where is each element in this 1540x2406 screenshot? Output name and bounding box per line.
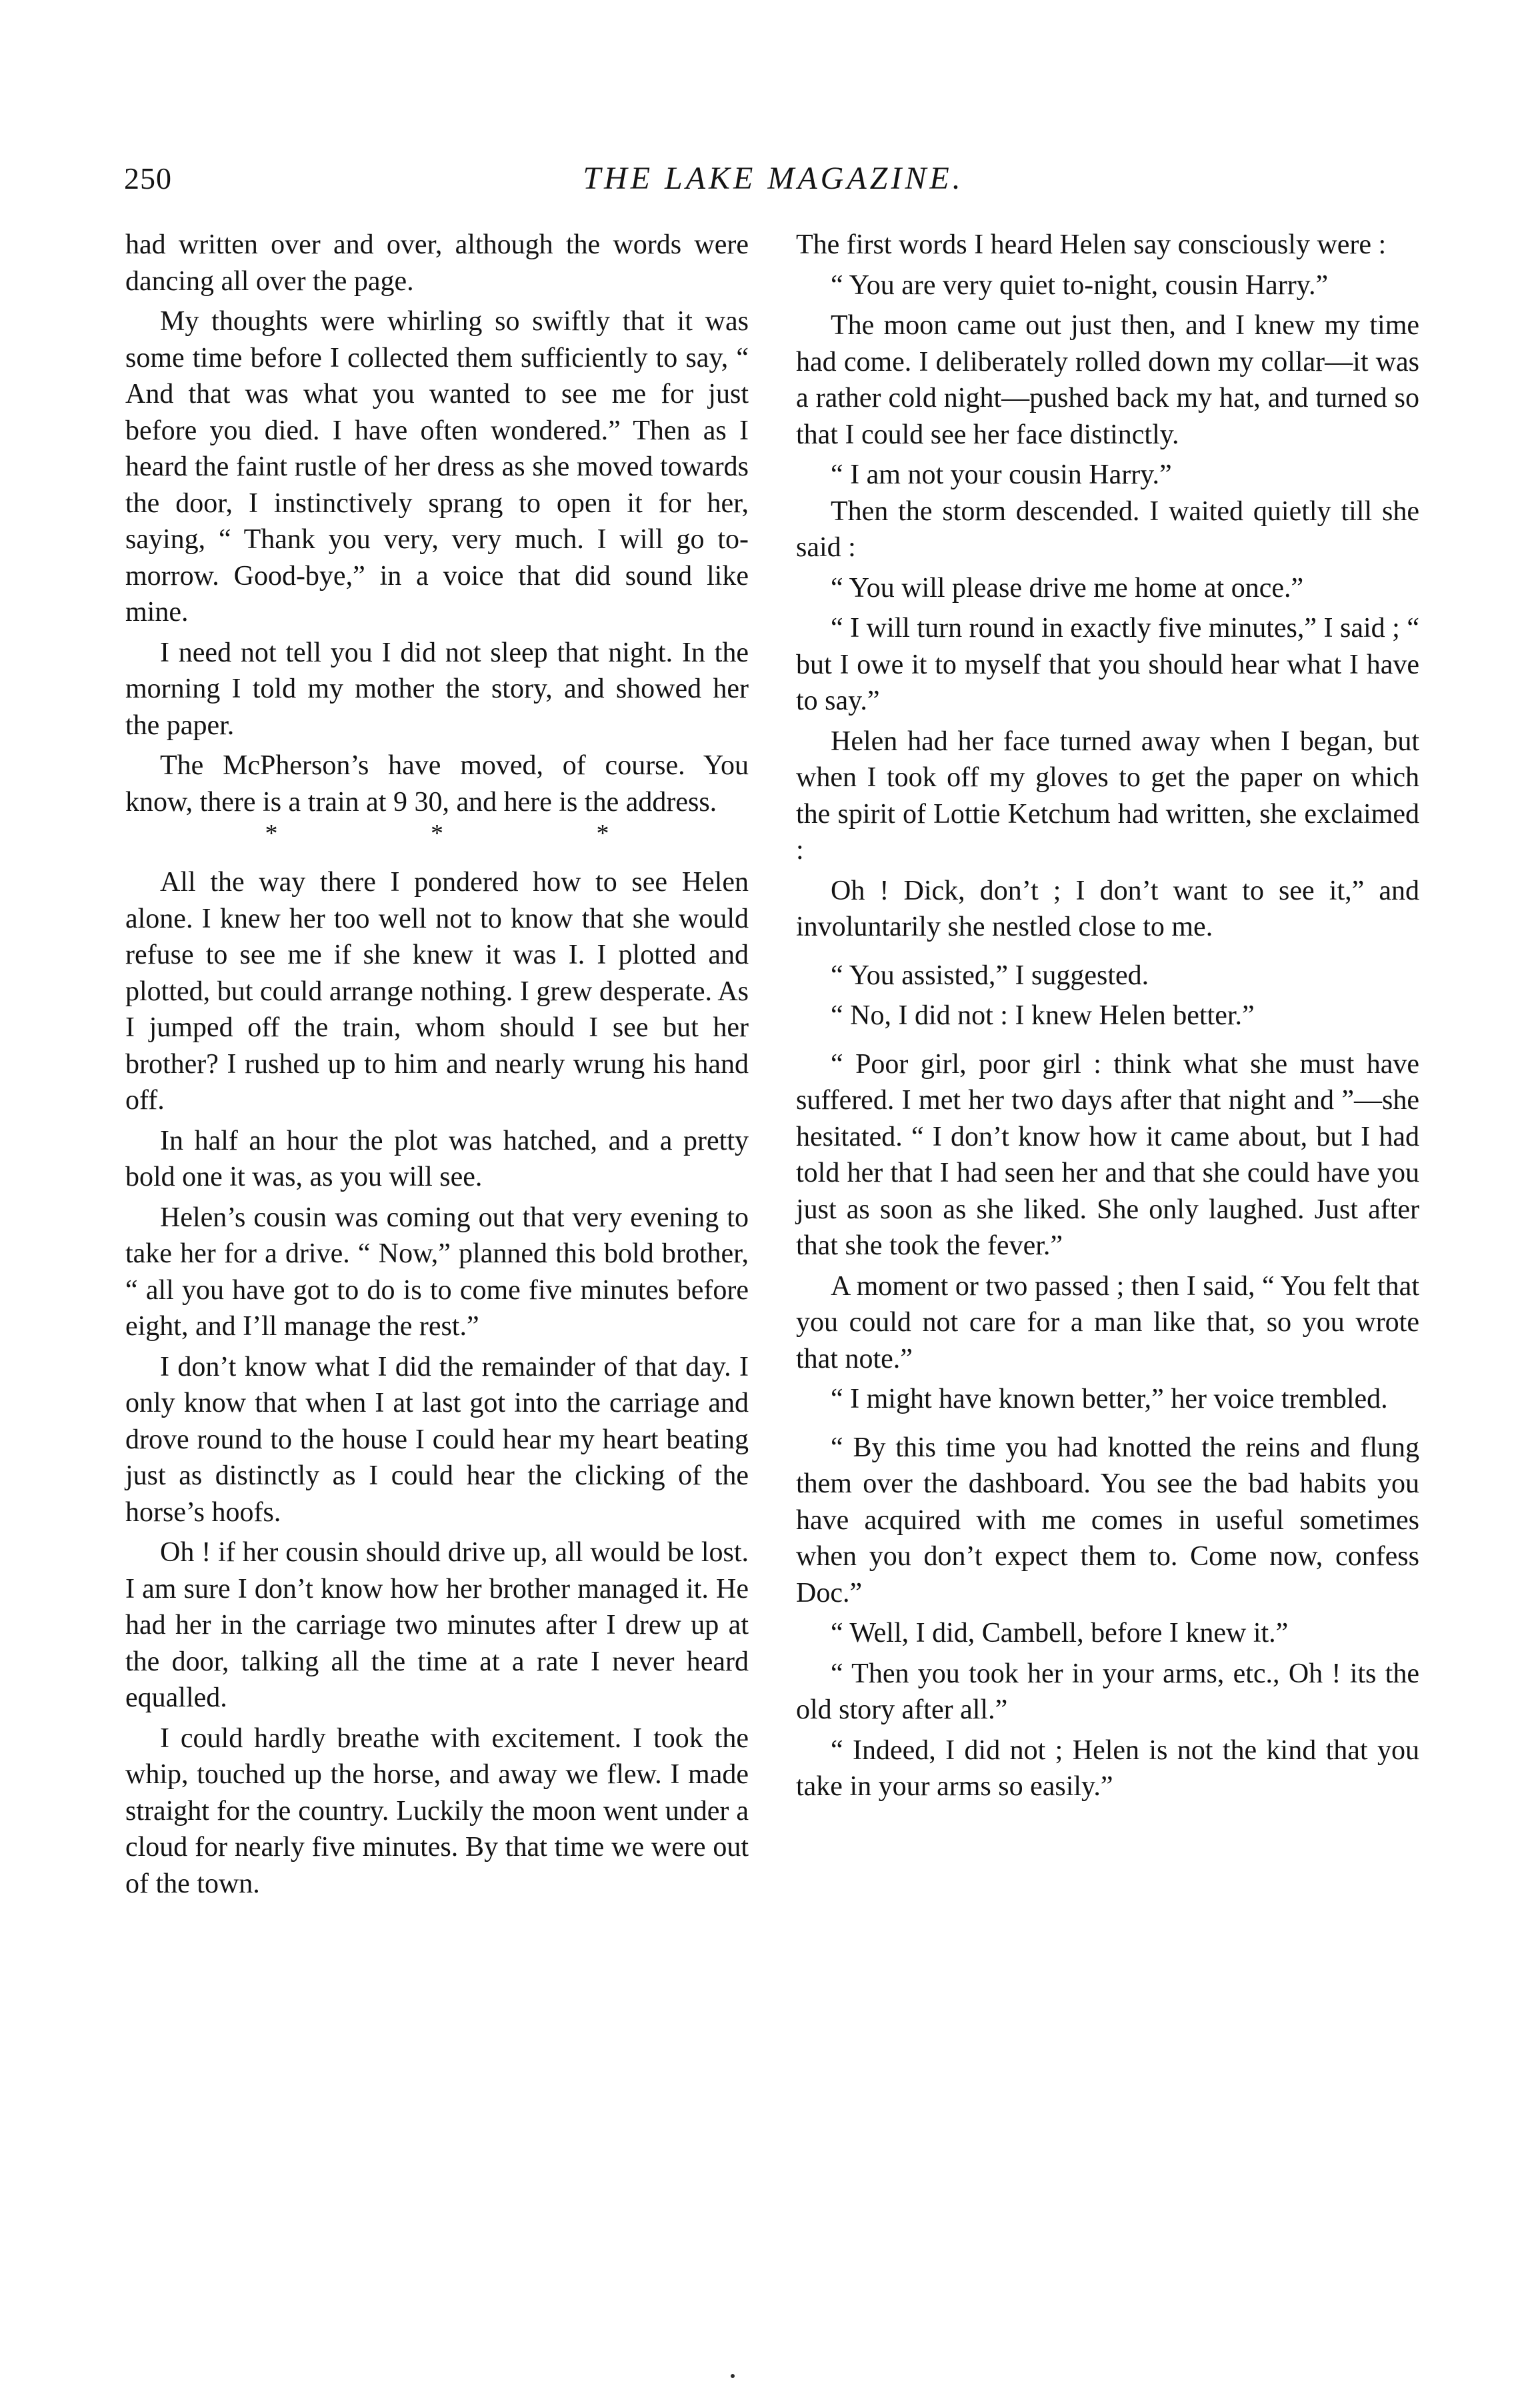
paragraph: Oh ! if her cousin should drive up, all would be lost. I am sure I don’t know how her brother managed it. He had her in the carriage two minutes after I drew up at the door, talking all the time at a rate I never heard equalled.: [125, 1537, 749, 1713]
magazine-title: THE LAKE MAGAZINE.: [583, 161, 964, 196]
paragraph: “ I might have known better,” her voice trembled.: [831, 1384, 1388, 1414]
right-column: [796, 227, 1419, 1805]
paragraph: Then the storm descended. I waited quietly till she said :: [796, 495, 1419, 563]
paragraph: The McPherson’s have moved, of course. You know, there is a train at 9 30, and here is the address.: [125, 750, 749, 818]
paragraph: “ You will please drive me home at once.”: [831, 572, 1304, 604]
paragraph: “ You are very quiet to-night, cousin Harry.”: [831, 269, 1329, 301]
paragraph: had written over and over, although the words were dancing all over the page.: [125, 229, 749, 297]
paragraph: All the way there I pondered how to see Helen alone. I knew her too well not to know that she would refuse to see me if she knew it was I. I plotted and plotted, but could arrange nothing. I grew desperate. As I jumped off the train, whom should I see but her brother? I rushed up to him and nearly wrung his hand off.: [125, 867, 749, 1116]
print-speck: [731, 2374, 735, 2378]
paragraph: “ Poor girl, poor girl : think what she must have suffered. I met her two days after that night and ”—she hesitated. “ I don’t know how it came about, but I had told her that I had seen her and that she could have you just as soon as she liked. She only laughed. Just after that she took the fever.”: [796, 1048, 1419, 1261]
paragraph: “ Then you took her in your arms, etc., Oh ! its the old story after all.”: [796, 1658, 1419, 1725]
paragraph: I need not tell you I did not sleep that night. In the morning I told my mother the story, and showed her the paper.: [125, 637, 749, 741]
paragraph: “ By this time you had knotted the reins and flung them over the dashboard. You see the bad habits you have acquired with me comes in useful sometimes when you don’t expect them to. Come now, confess Doc.”: [796, 1432, 1419, 1608]
paragraph: “ Well, I did, Cambell, before I knew it.”: [831, 1618, 1289, 1648]
paragraph: I could hardly breathe with excitement. I took the whip, touched up the horse, and away we flew. I made straight for the country. Luckily the moon went under a cloud for nearly five minutes. By that time we were out of the town.: [125, 1722, 749, 1899]
left-column: [125, 227, 749, 1902]
paragraph: “ You assisted,” I suggested.: [831, 960, 1149, 991]
paragraph: In half an hour the plot was hatched, and a pretty bold one it was, as you will see.: [125, 1125, 749, 1192]
page-number: 250: [124, 161, 172, 195]
paragraph: My thoughts were whirling so swiftly that it was some time before I collected them sufficiently to say, “ And that was what you wanted to see me for just before you died. I have often wondered.” Then as I heard the faint rustle of her dress as she moved towards the door, I instinctively sprang to open it for her, saying, “ Thank you very, very much. I will go to-morrow. Good-bye,” in a voice that did sound like mine.: [125, 306, 749, 628]
paragraph: A moment or two passed ; then I said, “ You felt that you could not care for a man like that, so you wrote that note.”: [796, 1270, 1419, 1374]
paragraph: The moon came out just then, and I knew my time had come. I deliberately rolled down my collar—it was a rather cold night—pushed back my hat, and turned so that I could see her face distinctly.: [796, 310, 1419, 450]
paragraph: Helen’s cousin was coming out that very evening to take her for a drive. “ Now,” planned this bold brother, “ all you have got to do is to come five minutes before eight, and I’ll manage the rest.”: [125, 1202, 749, 1342]
paragraph: “ I will turn round in exactly five minutes,” I said ; “ but I owe it to myself that you should hear what I have to say.”: [796, 613, 1419, 716]
paragraph: “ I am not your cousin Harry.”: [831, 459, 1172, 490]
paragraph: Helen had her face turned away when I began, but when I took off my gloves to get the paper on which the spirit of Lottie Ketchum had written, she exclaimed :: [796, 726, 1419, 866]
paragraph: “ No, I did not : I knew Helen better.”: [831, 1000, 1255, 1031]
paragraph: “ Indeed, I did not ; Helen is not the kind that you take in your arms so easily.”: [796, 1734, 1419, 1802]
paragraph: The first words I heard Helen say consciously were :: [796, 229, 1387, 260]
paragraph: I don’t know what I did the remainder of that day. I only know that when I at last got into the carriage and drove round to the house I could hear my heart beating just as distinctly as I could hear the clicking of the horse’s hoofs.: [125, 1351, 749, 1528]
running-head: [124, 152, 1423, 205]
section-break-asterisks: * * *: [265, 820, 683, 848]
paragraph: Oh ! Dick, don’t ; I don’t want to see it,” and involuntarily she nestled close to me.: [796, 875, 1419, 942]
